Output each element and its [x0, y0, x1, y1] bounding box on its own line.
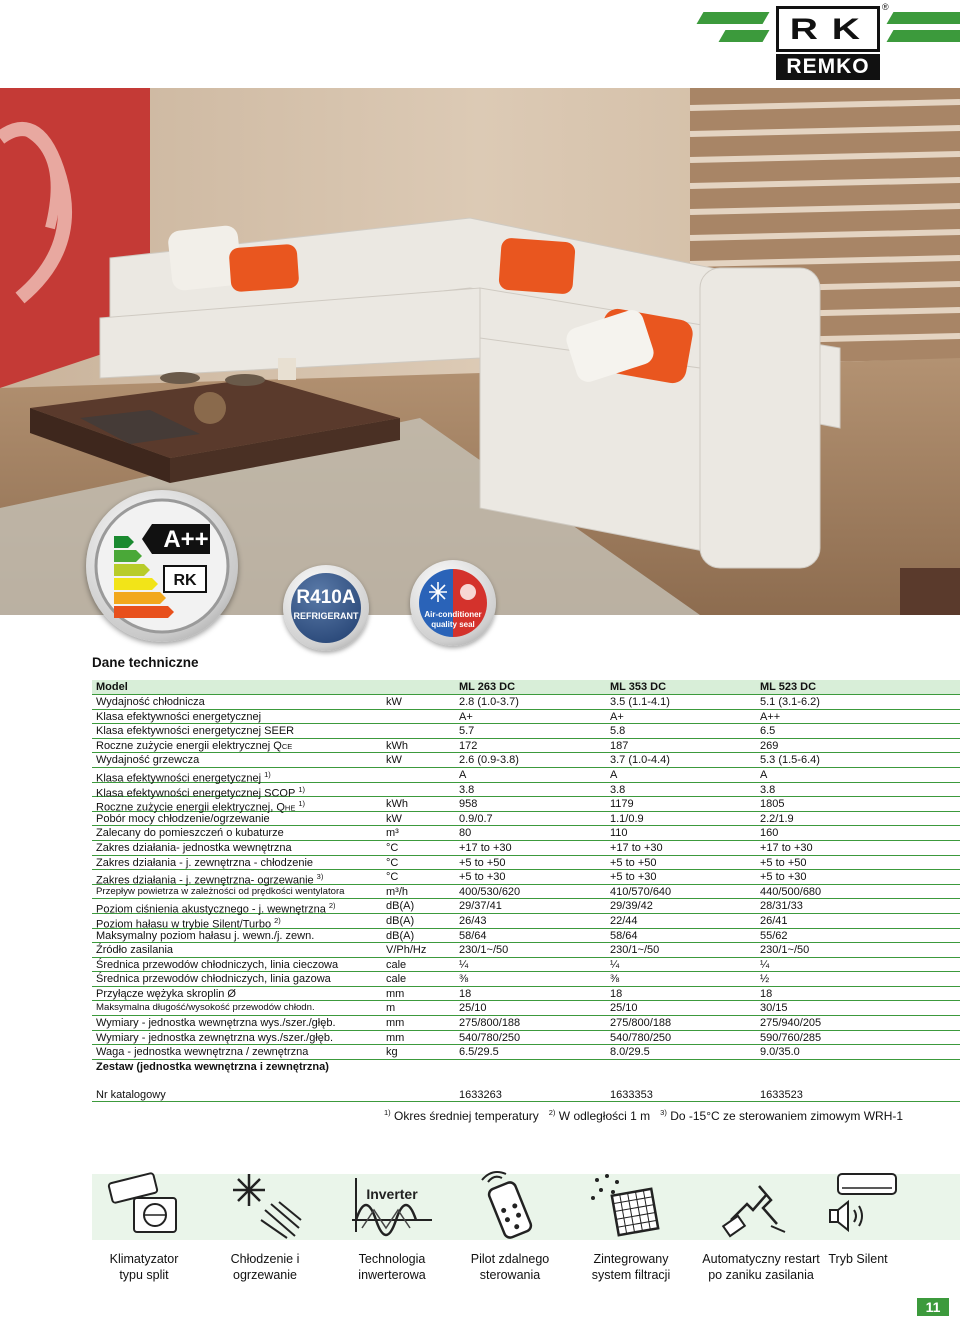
set-label: Zestaw (jednostka wewnętrzna i zewnętrzna) — [96, 1060, 329, 1073]
row-value: 540/780/250 — [610, 1031, 672, 1044]
row-value: 29/39/42 — [610, 900, 653, 913]
row-value: +17 to +30 — [760, 841, 813, 854]
row-unit: °C — [386, 841, 399, 854]
silent-mode-icon — [810, 1170, 906, 1240]
row-value: 3.8 — [610, 783, 626, 796]
table-row — [92, 710, 960, 725]
row-value: 80 — [459, 827, 472, 840]
row-value: 1805 — [760, 798, 785, 811]
table-row — [92, 856, 960, 871]
footnote: $^{3)}$ Do -15°C ze sterowaniem zimowym WRH-1 — [660, 1108, 904, 1123]
quality-seal-line1: Air-conditioner — [424, 610, 482, 619]
feature-label: Automatyczny restart po zaniku zasilania — [702, 1252, 820, 1282]
row-unit: m — [386, 1002, 396, 1015]
row-value: 26/43 — [459, 914, 487, 927]
row-value: 55/62 — [760, 929, 788, 942]
page-header — [0, 0, 960, 88]
row-value: +17 to +30 — [610, 841, 663, 854]
table-row — [92, 929, 960, 944]
row-label: Poziom ciśnienia akustycznego - j. wewnętrzna $^{2)}$ — [96, 901, 336, 916]
row-label: Poziom hałasu w trybie Silent/Turbo $^{2)}$ — [96, 915, 281, 931]
row-label: Źródło zasilania — [96, 944, 174, 957]
logo-wordmark: REMKO — [776, 54, 880, 80]
table-row — [92, 987, 960, 1002]
row-unit: m³ — [386, 827, 399, 840]
table-row — [92, 797, 960, 812]
row-value: 110 — [610, 827, 628, 840]
row-value: 440/500/680 — [760, 885, 822, 898]
remote-control-icon — [450, 1170, 570, 1240]
row-value: 18 — [459, 987, 472, 1000]
feature-split-ac — [84, 1170, 204, 1283]
row-value: 275/800/188 — [459, 1017, 521, 1030]
table-row — [92, 1001, 960, 1016]
row-value: A — [459, 768, 467, 781]
row-unit: dB(A) — [386, 929, 415, 942]
row-label: Klasa efektywności energetycznej SCOP $^{1)}$ — [96, 784, 305, 800]
feature-cooling-heating — [205, 1170, 325, 1283]
table-row — [92, 958, 960, 973]
row-value: 160 — [760, 827, 779, 840]
row-value: 2.6 (0.9-3.8) — [459, 754, 519, 767]
table-row — [92, 1031, 960, 1046]
header-stripe — [887, 12, 960, 24]
spec-table — [92, 680, 960, 1102]
row-value: +5 to +50 — [459, 856, 506, 869]
table-body — [92, 695, 960, 1060]
table-row — [92, 914, 960, 929]
row-unit: mm — [386, 1031, 405, 1044]
row-unit: dB(A) — [386, 914, 415, 927]
table-set-row — [92, 1060, 960, 1082]
row-value: +5 to +30 — [610, 871, 657, 884]
row-value: 410/570/640 — [610, 885, 672, 898]
row-value: 2.2/1.9 — [760, 812, 794, 825]
row-value: 2.8 (1.0-3.7) — [459, 696, 519, 708]
refrigerant-code: R410A — [296, 587, 356, 608]
table-row — [92, 812, 960, 827]
row-value: ¼ — [760, 958, 770, 971]
table-row — [92, 1016, 960, 1031]
row-unit: kWh — [386, 739, 408, 752]
row-value: 6.5/29.5 — [459, 1046, 499, 1059]
row-value: 6.5 — [760, 725, 776, 738]
row-value: 400/530/620 — [459, 885, 521, 898]
table-row — [92, 899, 960, 914]
row-value: 1179 — [610, 798, 634, 811]
row-value: 230/1~/50 — [760, 944, 810, 957]
row-value: 187 — [610, 739, 629, 752]
catalog-label: Nr katalogowy — [96, 1088, 166, 1101]
row-value: 5.3 (1.5-6.4) — [760, 754, 820, 767]
header-cell: ML 523 DC — [760, 681, 817, 693]
footnotes — [384, 1108, 903, 1123]
table-catalog-row — [92, 1088, 960, 1103]
row-value: A+ — [610, 710, 624, 723]
header-stripe — [719, 30, 770, 42]
row-label: Klasa efektywności energetycznej SEER — [96, 725, 295, 738]
quality-seal-badge — [410, 560, 496, 646]
catalog-value: 1633263 — [459, 1088, 502, 1101]
feature-remote — [450, 1170, 570, 1283]
header-cell: ML 263 DC — [459, 681, 516, 693]
row-unit: m³/h — [386, 885, 408, 898]
table-row — [92, 768, 960, 783]
header-stripe — [697, 12, 770, 24]
row-unit: dB(A) — [386, 900, 415, 913]
row-value: 958 — [459, 798, 478, 811]
table-row — [92, 1045, 960, 1060]
inverter-icon — [332, 1170, 452, 1240]
feature-silent — [810, 1170, 906, 1267]
registered-mark: ® — [882, 2, 889, 12]
row-label: Wymiary - jednostka zewnętrzna wys./szer./głęb. — [96, 1031, 334, 1044]
refrigerant-label: REFRIGERANT — [293, 611, 359, 621]
row-value: +5 to +30 — [459, 871, 506, 884]
row-value: A — [610, 768, 618, 781]
row-value: A++ — [760, 710, 781, 723]
table-row — [92, 885, 960, 900]
row-value: ⅜ — [610, 973, 620, 986]
row-value: +5 to +50 — [760, 856, 807, 869]
feature-filter — [571, 1170, 691, 1283]
row-value: 3.8 — [459, 783, 475, 796]
row-label: Roczne zużycie energii elektrycznej QCE — [96, 739, 293, 752]
catalog-value: 1633353 — [610, 1088, 653, 1101]
row-label: Zalecany do pomieszczeń o kubaturze — [96, 827, 284, 840]
row-value: 0.9/0.7 — [459, 812, 493, 825]
row-value: ¼ — [459, 958, 469, 971]
page-number: 11 — [917, 1298, 949, 1316]
row-label: Zakres działania - j. zewnętrzna - chłodzenie — [96, 856, 314, 869]
row-value: 3.8 — [760, 783, 776, 796]
snowflake-sun-icon — [205, 1170, 325, 1240]
table-row — [92, 870, 960, 885]
row-unit: kW — [386, 696, 402, 708]
row-value: +17 to +30 — [459, 841, 512, 854]
energy-scale-icon — [86, 490, 238, 642]
row-unit: mm — [386, 987, 405, 1000]
row-value: ⅜ — [459, 973, 469, 986]
header-cell: ML 353 DC — [610, 681, 667, 693]
row-value: 22/44 — [610, 914, 638, 927]
row-label: Średnica przewodów chłodniczych, linia gazowa — [96, 973, 331, 986]
row-unit: kW — [386, 812, 402, 825]
catalog-value: 1633523 — [760, 1088, 803, 1101]
row-unit: mm — [386, 1017, 405, 1030]
split-ac-icon — [84, 1170, 204, 1240]
row-value: 275/940/205 — [760, 1017, 822, 1030]
table-row — [92, 972, 960, 987]
row-label: Pobór mocy chłodzenie/ogrzewanie — [96, 812, 270, 825]
row-value: 58/64 — [459, 929, 487, 942]
table-row — [92, 783, 960, 798]
row-label: Waga - jednostka wewnętrzna / zewnętrzna — [96, 1046, 309, 1059]
row-label: Przyłącze wężyka skroplin Ø — [96, 987, 236, 1000]
feature-label: Zintegrowany system filtracji — [591, 1252, 671, 1282]
row-label: Wydajność chłodnicza — [96, 696, 205, 708]
row-value: 540/780/250 — [459, 1031, 521, 1044]
row-value: 172 — [459, 739, 478, 752]
table-row — [92, 841, 960, 856]
row-value: 230/1~/50 — [459, 944, 509, 957]
row-label: Maksymalna długość/wysokość przewodów chłodn. — [96, 1002, 315, 1014]
row-value: 3.7 (1.0-4.4) — [610, 754, 670, 767]
row-value: 3.5 (1.1-4.1) — [610, 696, 670, 708]
svg-text:RK: RK — [173, 572, 197, 589]
feature-label: Technologia inwerterowa — [358, 1252, 426, 1282]
row-value: 5.7 — [459, 725, 475, 738]
row-unit: °C — [386, 871, 399, 884]
header-stripe — [887, 30, 960, 42]
row-label: Zakres działania - j. zewnętrzna- ogrzewanie $^{3)}$ — [96, 872, 324, 887]
table-row — [92, 724, 960, 739]
row-label: Zakres działania- jednostka wewnętrzna — [96, 841, 292, 854]
row-unit: cale — [386, 958, 407, 971]
header-cell: Model — [96, 681, 128, 693]
refrigerant-badge — [283, 565, 369, 651]
remko-logo — [776, 2, 889, 82]
row-label: Przepływ powietrza w zależności od prędkości wentylatora — [96, 885, 345, 897]
row-value: 230/1~/50 — [610, 944, 660, 957]
row-value: 25/10 — [610, 1002, 638, 1015]
row-value: 29/37/41 — [459, 900, 502, 913]
row-label: Klasa efektywności energetycznej — [96, 710, 262, 723]
quality-seal-line2: quality seal — [431, 620, 475, 629]
row-value: A — [760, 768, 768, 781]
row-value: 28/31/33 — [760, 900, 803, 913]
row-label: Maksymalny poziom hałasu j. wewn./j. zewn. — [96, 929, 315, 942]
row-unit: °C — [386, 856, 399, 869]
row-value: 275/800/188 — [610, 1017, 672, 1030]
energy-class-label: A++ — [163, 526, 209, 553]
row-value: +5 to +50 — [610, 856, 657, 869]
row-value: +5 to +30 — [760, 871, 807, 884]
row-value: 8.0/29.5 — [610, 1046, 650, 1059]
snowflake-sun-seal-icon — [410, 560, 496, 646]
row-value: 18 — [760, 987, 773, 1000]
table-row — [92, 695, 960, 710]
feature-label: Chłodzenie i ogrzewanie — [230, 1252, 300, 1282]
row-value: 30/15 — [760, 1002, 788, 1015]
row-label: Wymiary - jednostka wewnętrzna wys./szer./głęb. — [96, 1017, 336, 1030]
energy-class-badge — [86, 490, 238, 642]
row-value: 1.1/0.9 — [610, 812, 644, 825]
row-label: Średnica przewodów chłodniczych, linia cieczowa — [96, 958, 339, 971]
row-unit: kWh — [386, 798, 408, 811]
row-value: 26/41 — [760, 914, 788, 927]
table-row — [92, 943, 960, 958]
row-value: 5.8 — [610, 725, 626, 738]
filter-icon — [571, 1170, 691, 1240]
row-unit: cale — [386, 973, 407, 986]
footnote: $^{1)}$ Okres średniej temperatury — [384, 1108, 539, 1123]
row-value: 269 — [760, 739, 779, 752]
inverter-title: Inverter — [366, 1186, 418, 1202]
row-value: 58/64 — [610, 929, 638, 942]
row-value: 9.0/35.0 — [760, 1046, 800, 1059]
row-label: Klasa efektywności energetycznej $^{1)}$ — [96, 769, 271, 785]
row-unit: V/Ph/Hz — [386, 944, 427, 957]
table-row — [92, 739, 960, 754]
logo-mark: R K — [776, 6, 880, 52]
table-row — [92, 826, 960, 841]
row-value: ½ — [760, 973, 770, 986]
row-label: Roczne zużycie energii elektrycznej, QHE$^{1)}$ — [96, 799, 306, 814]
row-unit: kg — [386, 1046, 398, 1059]
feature-label: Klimatyzator typu split — [109, 1252, 179, 1282]
feature-label: Tryb Silent — [828, 1252, 888, 1266]
footnote: $^{2)}$ W odległości 1 m — [548, 1108, 651, 1123]
table-row — [92, 753, 960, 768]
feature-label: Pilot zdalnego sterowania — [470, 1252, 550, 1282]
row-value: A+ — [459, 710, 473, 723]
row-value: 25/10 — [459, 1002, 487, 1015]
row-value: 18 — [610, 987, 623, 1000]
feature-inverter — [332, 1170, 452, 1283]
table-header-row — [92, 680, 960, 695]
section-title: Dane techniczne — [92, 655, 199, 670]
row-unit: kW — [386, 754, 402, 767]
row-label: Wydajność grzewcza — [96, 754, 200, 767]
row-value: 5.1 (3.1-6.2) — [760, 696, 820, 708]
row-value: ¼ — [610, 958, 620, 971]
row-value: 590/760/285 — [760, 1031, 822, 1044]
